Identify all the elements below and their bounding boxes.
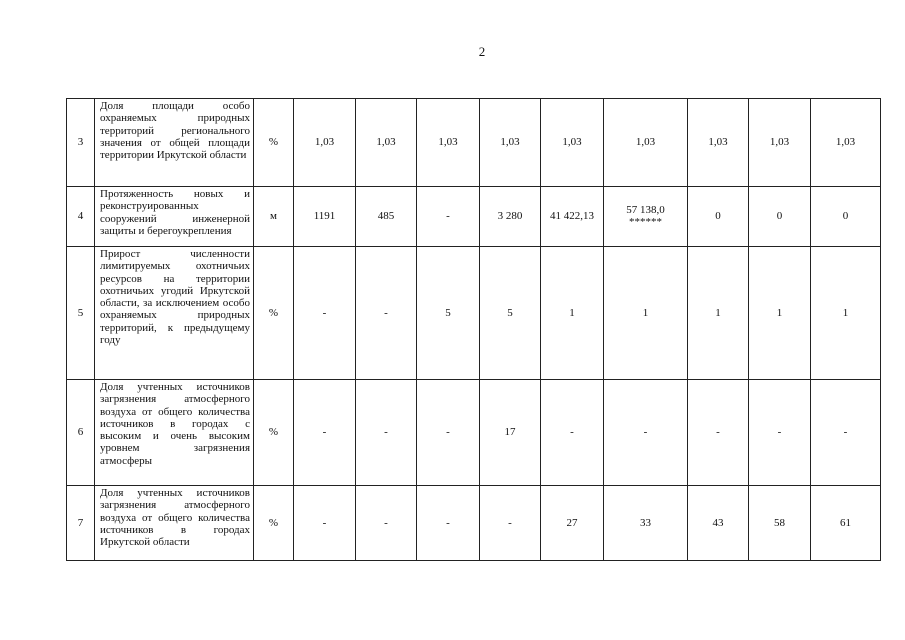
table-row (67, 486, 881, 561)
indicator-description: Доля учтенных источников загрязнения атмосферного воздуха от общего количества источников в городах с высоким и очень высоким уровнем загрязнения атмосферы (95, 380, 254, 486)
value-cell: 1 (541, 247, 604, 380)
value-cell: - (417, 380, 480, 486)
row-number: 6 (67, 380, 95, 486)
unit-cell: % (254, 486, 294, 561)
value-cell: 43 (688, 486, 749, 561)
row-number: 4 (67, 187, 95, 247)
value-cell: 1191 (294, 187, 356, 247)
table-row (67, 380, 881, 486)
value-cell: 61 (811, 486, 881, 561)
table-row (67, 187, 881, 247)
value-cell: 33 (604, 486, 688, 561)
value-cell: 1 (749, 247, 811, 380)
value-cell: - (811, 380, 881, 486)
value-cell: - (356, 486, 417, 561)
value-cell: - (480, 486, 541, 561)
row-number: 7 (67, 486, 95, 561)
value-cell: 0 (688, 187, 749, 247)
value-with-footnote: 57 138,0 ****** (626, 204, 665, 229)
unit-cell: % (254, 99, 294, 187)
value-cell: 1,03 (541, 99, 604, 187)
indicator-description: Доля учтенных источников загрязнения атмосферного воздуха от общего количества источников в городах Иркутской области (95, 486, 254, 561)
table-row (67, 247, 881, 380)
row-number: 3 (67, 99, 95, 187)
value-cell: 0 (811, 187, 881, 247)
unit-cell: % (254, 380, 294, 486)
value-cell: 5 (480, 247, 541, 380)
indicator-description: Протяженность новых и реконструированных сооружений инженерной защиты и берегоукрепления (95, 187, 254, 247)
page-number: 2 (478, 44, 486, 59)
value-cell: 1,03 (480, 99, 541, 187)
value-cell: - (541, 380, 604, 486)
row-number: 5 (67, 247, 95, 380)
unit-cell: м (254, 187, 294, 247)
value-cell: 41 422,13 (541, 187, 604, 247)
value-cell: - (356, 380, 417, 486)
value-cell: 1 (811, 247, 881, 380)
value-cell: - (294, 380, 356, 486)
value-cell: - (688, 380, 749, 486)
value-cell: - (417, 486, 480, 561)
value-cell: 17 (480, 380, 541, 486)
value-cell: 1 (688, 247, 749, 380)
value-cell: 27 (541, 486, 604, 561)
value-cell: - (417, 187, 480, 247)
value-cell: 0 (749, 187, 811, 247)
value-cell: 1,03 (811, 99, 881, 187)
value-cell: 1,03 (294, 99, 356, 187)
unit-cell: % (254, 247, 294, 380)
value-cell: - (749, 380, 811, 486)
value-cell: - (294, 486, 356, 561)
value-cell: 3 280 (480, 187, 541, 247)
value-cell: 5 (417, 247, 480, 380)
value-cell: 1,03 (688, 99, 749, 187)
value-cell: 1,03 (356, 99, 417, 187)
indicator-description: Доля площади особо охраняемых природных территорий регионального значения от общей площади территории Иркутской области (95, 99, 254, 187)
value-cell: - (604, 380, 688, 486)
value-cell (604, 187, 688, 247)
table-row (67, 99, 881, 187)
value-cell: 485 (356, 187, 417, 247)
value-cell: 1,03 (604, 99, 688, 187)
value-cell: - (294, 247, 356, 380)
value-cell: 1,03 (749, 99, 811, 187)
indicator-description: Прирост численности лимитируемых охотничьих ресурсов на территории охотничьих угодий Иркутской области, за исключением особо охраняемых природных территорий, к предыдущему году (95, 247, 254, 380)
value-cell: - (356, 247, 417, 380)
indicators-table (66, 98, 881, 561)
value-cell: 1,03 (417, 99, 480, 187)
value-cell: 58 (749, 486, 811, 561)
value-cell: 1 (604, 247, 688, 380)
